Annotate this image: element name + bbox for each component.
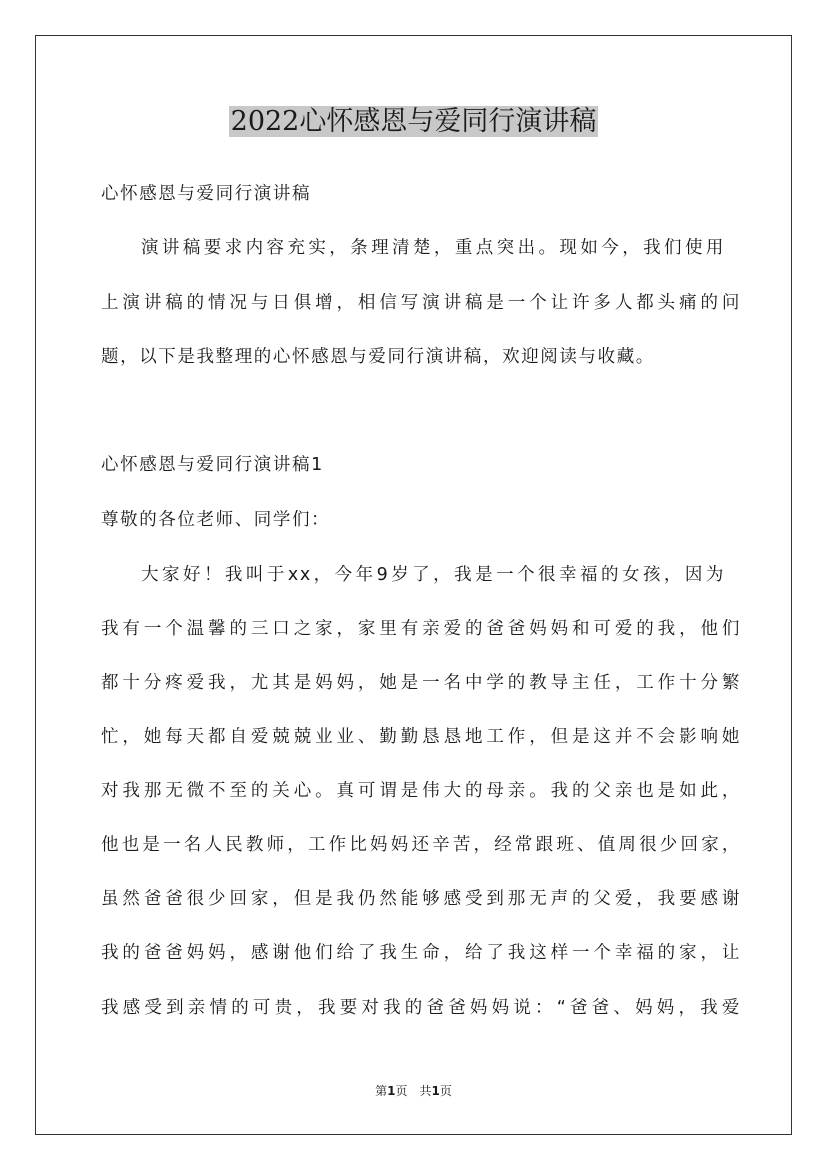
footer-total-prefix: 共 (419, 1084, 432, 1098)
page-footer (0, 1082, 827, 1100)
body-line-5: 对我那无微不至的关心。真可谓是伟大的母亲。我的父亲也是如此， (101, 781, 741, 801)
body-line-4: 忙，她每天都自爱兢兢业业、勤勤恳恳地工作，但是这并不会影响她 (101, 727, 741, 747)
intro-line-2: 上演讲稿的情况与日俱增，相信写演讲稿是一个让许多人都头痛的问 (101, 293, 741, 313)
document-title (0, 102, 827, 142)
body-line-1: 大家好！我叫于xx，今年9岁了，我是一个很幸福的女孩，因为 (141, 565, 725, 585)
intro-line-3: 题，以下是我整理的心怀感恩与爱同行演讲稿，欢迎阅读与收藏。 (101, 347, 655, 367)
section-heading: 心怀感恩与爱同行演讲稿1 (101, 455, 324, 475)
footer-page-prefix: 第 (375, 1084, 388, 1098)
salutation: 尊敬的各位老师、同学们： (101, 510, 331, 530)
body-line-7: 虽然爸爸很少回家，但是我仍然能够感受到那无声的父爱，我要感谢 (101, 889, 741, 909)
body-line-9: 我感受到亲情的可贵，我要对我的爸爸妈妈说：“爸爸、妈妈，我爱 (101, 998, 741, 1018)
footer-page-total: 1 (431, 1084, 440, 1098)
document-subtitle: 心怀感恩与爱同行演讲稿 (101, 184, 312, 204)
footer-total-suffix: 页 (439, 1084, 452, 1098)
intro-line-1: 演讲稿要求内容充实，条理清楚，重点突出。现如今，我们使用 (141, 238, 725, 258)
body-line-3: 都十分疼爱我，尤其是妈妈，她是一名中学的教导主任，工作十分繁 (101, 673, 741, 693)
body-line-6: 他也是一名人民教师，工作比妈妈还辛苦，经常跟班、值周很少回家， (101, 835, 741, 855)
footer-page-suffix: 页 (395, 1084, 408, 1098)
body-line-2: 我有一个温馨的三口之家，家里有亲爱的爸爸妈妈和可爱的我，他们 (101, 619, 741, 639)
body-line-8: 我的爸爸妈妈，感谢他们给了我生命，给了我这样一个幸福的家，让 (101, 943, 741, 963)
footer-page-current: 1 (387, 1084, 396, 1098)
document-title-text: 2022心怀感恩与爱同行演讲稿 (230, 106, 597, 137)
